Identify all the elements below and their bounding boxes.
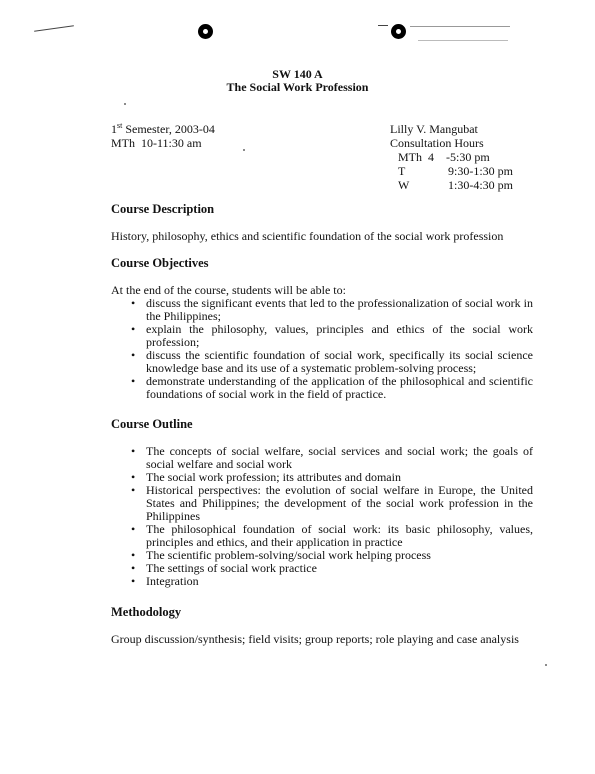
punch-hole-right	[391, 24, 406, 39]
consultation-row	[398, 151, 490, 164]
consultation-row	[398, 165, 513, 178]
scan-mark-right-3	[418, 40, 508, 41]
course-objectives-heading: Course Objectives	[111, 256, 209, 270]
scan-speck	[545, 664, 547, 666]
scan-mark-right-1	[378, 25, 388, 26]
methodology-heading: Methodology	[111, 605, 182, 619]
objectives-list	[111, 297, 533, 401]
consultation-time: 1:30-4:30 pm	[448, 178, 513, 192]
instructor-name: Lilly V. Mangubat	[390, 122, 478, 136]
scan-mark-right-2	[410, 26, 510, 27]
consultation-day: T	[398, 164, 406, 178]
semester-number: 1	[111, 122, 117, 136]
list-item: • The philosophical foundation of social work: its basic philosophy, values, principles and ethics, and their application in practice	[111, 523, 533, 549]
consultation-row	[398, 179, 513, 192]
scan-speck	[124, 103, 126, 105]
scan-speck	[243, 149, 245, 151]
consultation-time: 4 -5:30 pm	[428, 150, 490, 164]
course-title: The Social Work Profession	[226, 80, 369, 94]
list-item: • discuss the scientific foundation of social work, specifically its social science knowledge base and its use of a systematic problem-solving process;	[111, 349, 533, 375]
course-outline-heading: Course Outline	[111, 417, 193, 431]
consultation-day: W	[398, 178, 410, 192]
course-description-heading: Course Description	[111, 202, 215, 216]
list-item: • explain the philosophy, values, principles and ethics of the social work profession;	[111, 323, 533, 349]
list-item: • demonstrate understanding of the application of the philosophical and scientific foundations of social work in the field of practice.	[111, 375, 533, 401]
list-item: • Integration	[111, 575, 533, 588]
list-item: • The settings of social work practice	[111, 562, 533, 575]
scan-mark-left	[34, 25, 74, 32]
list-item: • Historical perspectives: the evolution of social welfare in Europe, the United States and Philippines; the development of the social work profession in the Philippines	[111, 484, 533, 523]
course-description-text: History, philosophy, ethics and scientific foundation of the social work profession	[111, 229, 504, 243]
semester-superscript: st	[117, 121, 123, 130]
course-code: SW 140 A	[272, 67, 323, 81]
outline-list	[111, 445, 533, 588]
methodology-text: Group discussion/synthesis; field visits; group reports; role playing and case analysis	[111, 632, 519, 646]
objectives-intro: At the end of the course, students will be able to:	[111, 283, 346, 297]
semester-line	[111, 123, 215, 136]
consultation-day: MTh	[398, 150, 422, 164]
list-item: • The social work profession; its attributes and domain	[111, 471, 533, 484]
list-item: • The concepts of social welfare, social services and social work; the goals of social welfare and social work	[111, 445, 533, 471]
semester-text: Semester, 2003-04	[122, 122, 215, 136]
consultation-label: Consultation Hours	[390, 136, 484, 150]
list-item: • discuss the significant events that led to the professionalization of social work in the Philippines;	[111, 297, 533, 323]
list-item: • The scientific problem-solving/social work helping process	[111, 549, 533, 562]
consultation-time: 9:30-1:30 pm	[448, 164, 513, 178]
class-time: MTh 10-11:30 am	[111, 136, 202, 150]
punch-hole-left	[198, 24, 213, 39]
